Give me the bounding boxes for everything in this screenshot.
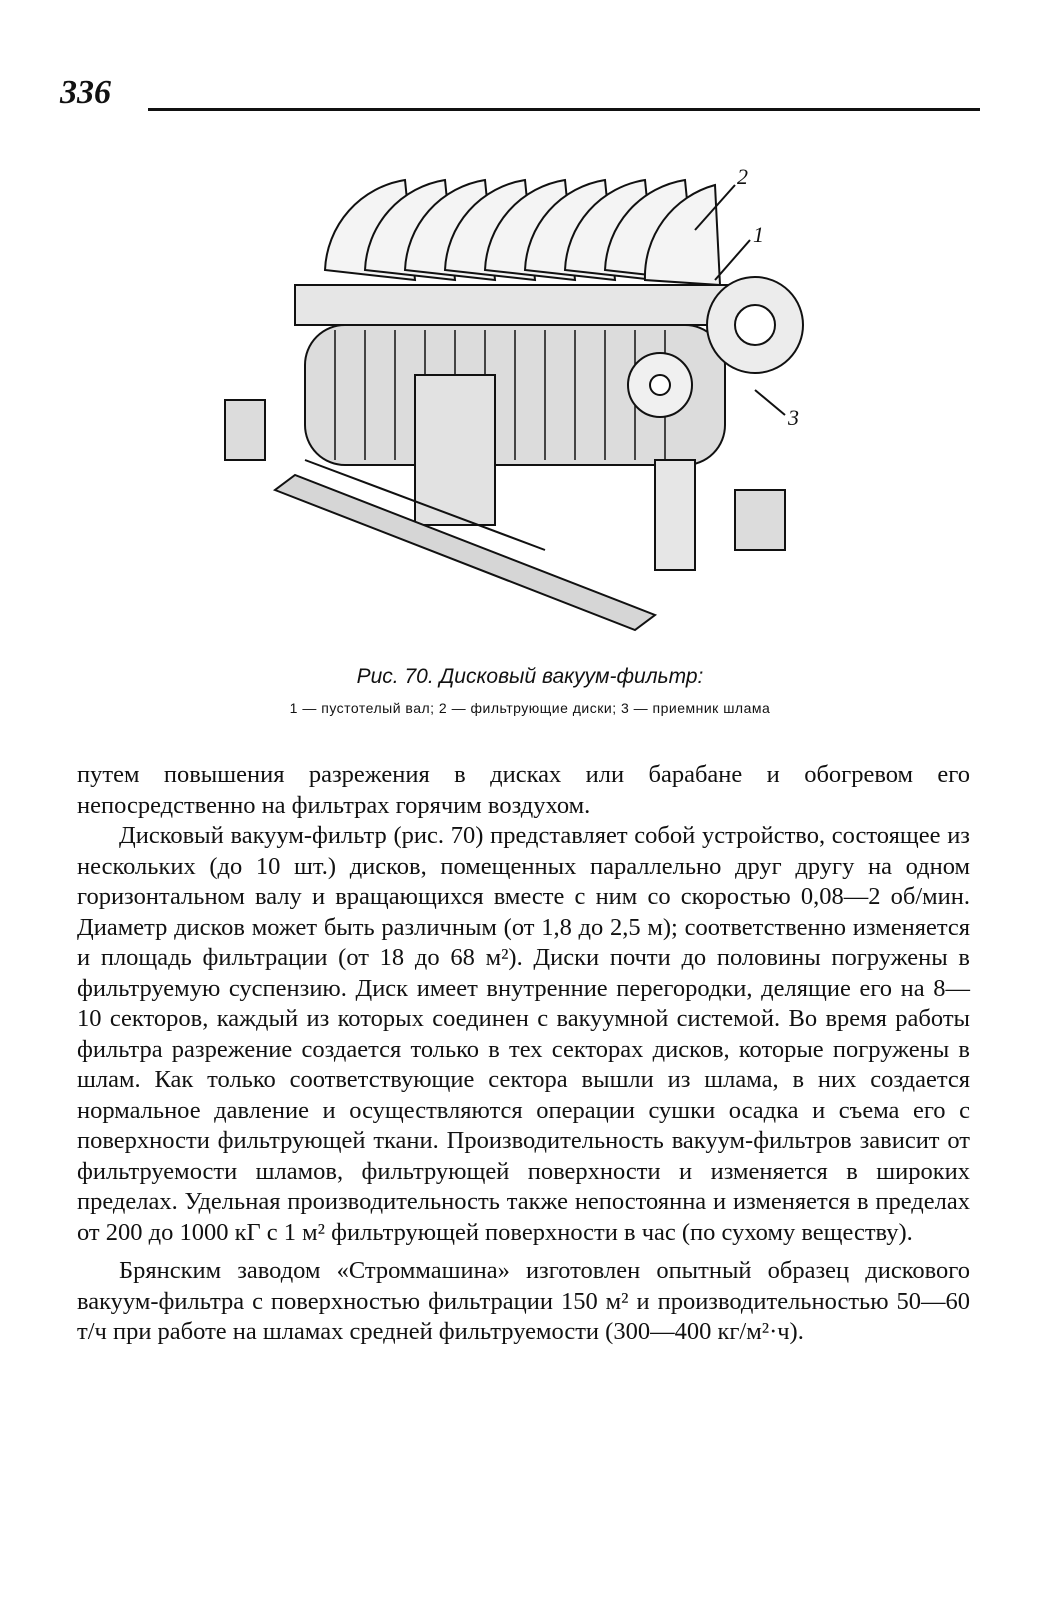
- paragraph-2: Дисковый вакуум-фильтр (рис. 70) представляет собой устройство, состоящее из нескольких (до 10 шт.) дисков, помещенных параллельно друг другу на одном горизонтальном валу и вращающихся вместе с ним со скоростью 0,08—2 об/мин. Диаметр дисков может быть различным (от 1,8 до 2,5 м); соответственно изменяется и площадь фильтрации (от 18 до 68 м²). Диски почти до половины погружены в фильтруемую суспензию. Диск имеет внутренние перегородки, делящие его на 8—10 секторов, каждый из которых соединен с вакуумной системой. Во время работы фильтра разрежение создается только в тех секторах дисков, которые погружены в шлам. Как только соответствующие сектора вышли из шлама, в них создается нормальное давление и осуществляются операции сушки осадка и съема его с поверхности фильтрующей ткани. Производительность вакуум-фильтров зависит от фильтруемости шламов, фильтрующей поверхности и изменяется в широких пределах. Удельная производительность также непостоянна и изменяется в пределах от 200 до 1000 кГ с 1 м² фильтрующей поверхности в час (по сухому веществу).: [77, 822, 970, 1246]
- sludge-receiver: [655, 460, 695, 570]
- figure-caption-legend: 1 — пустотелый вал; 2 — фильтрующие диски; 3 — приемник шлама: [289, 700, 771, 716]
- left-box: [225, 400, 265, 460]
- body-text: [77, 760, 970, 1348]
- right-box: [735, 490, 785, 550]
- vacuum-filter-illustration: [215, 160, 835, 650]
- figure-disc-vacuum-filter: [215, 160, 835, 650]
- page-number: 336: [60, 74, 111, 111]
- callout-2: 2: [737, 164, 748, 189]
- filter-discs: [325, 180, 720, 285]
- center-support: [415, 375, 495, 525]
- page-header: [60, 68, 980, 118]
- callout-3: 3: [788, 405, 799, 430]
- paragraph-3: Брянским заводом «Строммашина» изготовлен опытный образец дискового вакуум-фильтра с поверхностью фильтрации 150 м² и производительностью 50—60 т/ч при работе на шламах средней фильтруемости (300—400 кг/м²·ч).: [77, 1257, 970, 1345]
- callout-1: 1: [753, 222, 764, 247]
- header-rule: [148, 108, 980, 111]
- paragraph-1: путем повышения разрежения в дисках или барабане и обогревом его непосредственно на фильтрах горячим воздухом.: [77, 761, 970, 819]
- figure-caption-title: Рис. 70. Дисковый вакуум-фильтр:: [356, 665, 704, 688]
- trough-top: [295, 285, 735, 325]
